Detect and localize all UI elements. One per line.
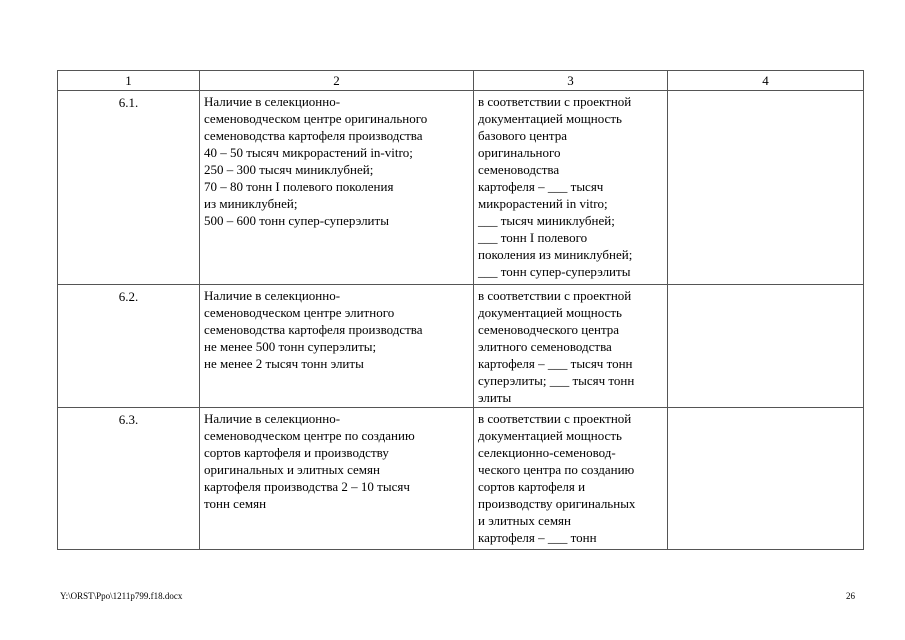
criterion-line: семеноводческого центра bbox=[478, 322, 620, 337]
footer-file-path: Y:\ORST\Ppo\1211p799.f18.docx bbox=[60, 591, 183, 601]
requirement-line: 40 – 50 тысяч микрорастений in-vitro; bbox=[204, 145, 413, 160]
criterion-line: элитного семеноводства bbox=[478, 339, 612, 354]
requirement-line: картофеля производства 2 – 10 тысяч bbox=[204, 479, 410, 494]
requirement-line: из миниклубней; bbox=[204, 196, 298, 211]
criterion-line: в соответствии с проектной bbox=[478, 288, 632, 303]
requirement-line: 500 – 600 тонн супер-суперэлиты bbox=[204, 213, 389, 228]
criterion-cell bbox=[474, 408, 668, 550]
criterion-line: ческого центра по созданию bbox=[478, 462, 635, 477]
column-header: 2 bbox=[200, 71, 474, 91]
table-row bbox=[58, 285, 864, 408]
criterion-line: семеноводства bbox=[478, 162, 560, 177]
criterion-line: документацией мощность bbox=[478, 111, 622, 126]
requirement-line: сортов картофеля и производству bbox=[204, 445, 389, 460]
criterion-line: ___ тонн I полевого bbox=[478, 230, 588, 245]
criterion-line: картофеля – ___ тысяч bbox=[478, 179, 604, 194]
requirement-line: семеноводства картофеля производства bbox=[204, 322, 423, 337]
criterion-line: элиты bbox=[478, 390, 512, 405]
column-header: 4 bbox=[668, 71, 864, 91]
row-number: 6.2. bbox=[58, 285, 200, 408]
requirement-line: Наличие в селекционно- bbox=[204, 411, 341, 426]
value-cell bbox=[668, 285, 864, 408]
requirement-line: семеноводческом центре элитного bbox=[204, 305, 395, 320]
requirement-cell bbox=[200, 408, 474, 550]
criterion-line: оригинального bbox=[478, 145, 561, 160]
criterion-line: ___ тонн супер-суперэлиты bbox=[478, 264, 631, 279]
criterion-line: сортов картофеля и bbox=[478, 479, 586, 494]
criterion-line: картофеля – ___ тонн bbox=[478, 530, 597, 545]
row-number: 6.3. bbox=[58, 408, 200, 550]
requirement-line: 70 – 80 тонн I полевого поколения bbox=[204, 179, 394, 194]
table-row bbox=[58, 91, 864, 285]
criterion-cell bbox=[474, 285, 668, 408]
column-header: 3 bbox=[474, 71, 668, 91]
criterion-line: документацией мощность bbox=[478, 305, 622, 320]
criterion-line: в соответствии с проектной bbox=[478, 94, 632, 109]
requirement-line: семеноводства картофеля производства bbox=[204, 128, 423, 143]
criterion-line: поколения из миниклубней; bbox=[478, 247, 633, 262]
requirement-cell bbox=[200, 91, 474, 285]
criterion-line: ___ тысяч миниклубней; bbox=[478, 213, 615, 228]
criterion-line: картофеля – ___ тысяч тонн bbox=[478, 356, 633, 371]
criterion-line: суперэлиты; ___ тысяч тонн bbox=[478, 373, 635, 388]
criterion-line: селекционно-семеновод- bbox=[478, 445, 616, 460]
criterion-line: и элитных семян bbox=[478, 513, 571, 528]
criterion-line: в соответствии с проектной bbox=[478, 411, 632, 426]
criterion-line: производству оригинальных bbox=[478, 496, 636, 511]
criterion-line: базового центра bbox=[478, 128, 568, 143]
row-number: 6.1. bbox=[58, 91, 200, 285]
criteria-table bbox=[57, 70, 864, 550]
requirement-line: семеноводческом центре оригинального bbox=[204, 111, 428, 126]
requirement-line: оригинальных и элитных семян bbox=[204, 462, 380, 477]
requirement-line: не менее 2 тысяч тонн элиты bbox=[204, 356, 364, 371]
page-number: 26 bbox=[846, 591, 855, 601]
requirement-line: 250 – 300 тысяч миниклубней; bbox=[204, 162, 374, 177]
requirement-line: не менее 500 тонн суперэлиты; bbox=[204, 339, 377, 354]
criterion-line: микрорастений in vitro; bbox=[478, 196, 608, 211]
table-header-row bbox=[58, 71, 864, 91]
criterion-line: документацией мощность bbox=[478, 428, 622, 443]
requirement-cell bbox=[200, 285, 474, 408]
requirement-line: тонн семян bbox=[204, 496, 267, 511]
requirement-line: Наличие в селекционно- bbox=[204, 288, 341, 303]
value-cell bbox=[668, 91, 864, 285]
value-cell bbox=[668, 408, 864, 550]
column-header: 1 bbox=[58, 71, 200, 91]
requirement-line: семеноводческом центре по созданию bbox=[204, 428, 415, 443]
requirement-line: Наличие в селекционно- bbox=[204, 94, 341, 109]
table-row bbox=[58, 408, 864, 550]
criterion-cell bbox=[474, 91, 668, 285]
